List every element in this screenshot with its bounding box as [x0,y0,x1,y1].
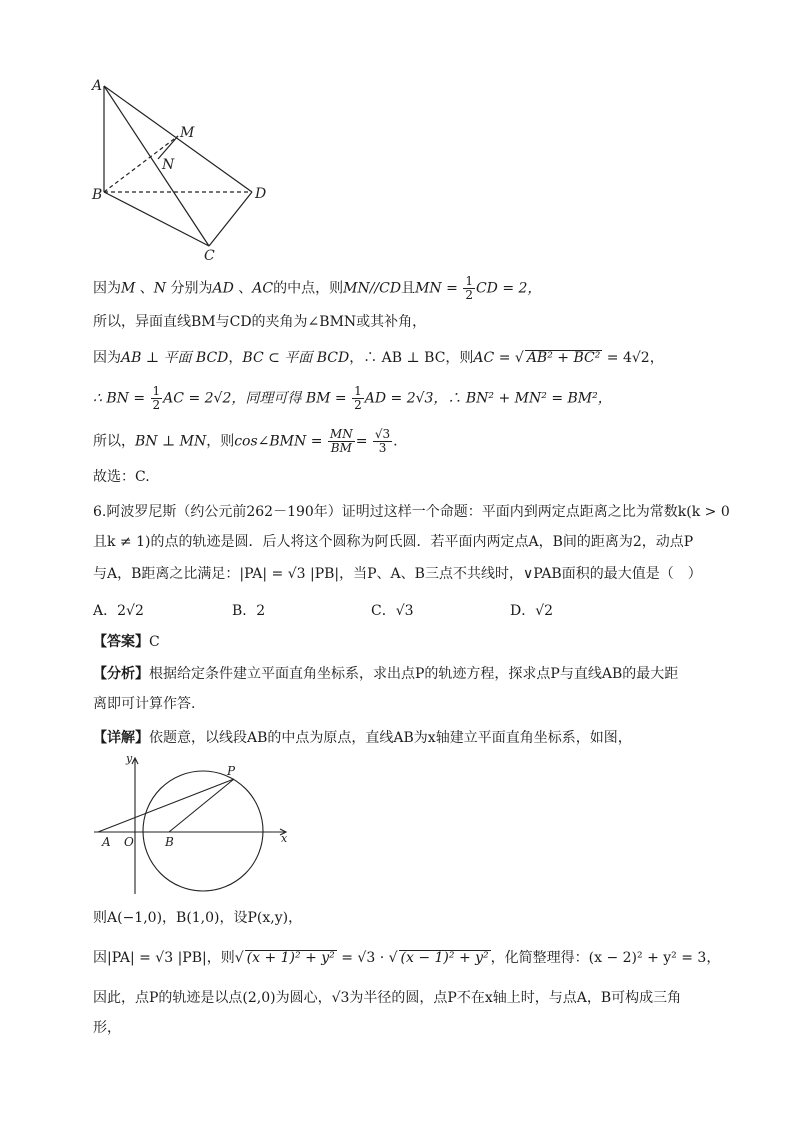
after-figure-line-3: 因此，点P的轨迹是以点(2,0)为圆心，√3为半径的圆，点P不在x轴上时，与点A，B可构成三角 [93,990,682,1006]
solution-line-1 [93,275,733,302]
solution-line-2: 所以，异面直线BM与CD的夹角为∠BMN或其补角， [93,314,427,330]
fraction-half: $\frac{1}{2}$ [354,384,362,412]
expr-BN: ∴ BN = [93,390,146,407]
option-B: B．2 [232,603,266,619]
expr-subset: BC ⊂ 平面 BCD [242,350,350,366]
answer-value: C [149,634,160,650]
fraction-MN-BM: $\frac{MN}{BM}$ [329,427,353,455]
text: = [355,433,368,450]
segment-MN [158,136,178,159]
detail-tag: 【详解】 [93,730,149,746]
text: 且 [401,280,416,297]
text: 所以， [93,433,135,450]
solution-line-5 [93,428,733,455]
expr-cos: cos∠BMN = [234,433,323,450]
expr-BM: BM = [305,390,347,407]
var-M: M [121,280,136,297]
fraction-half: $\frac{1}{2}$ [465,274,473,302]
label-D: D [255,186,267,202]
text: ，∴ AB ⊥ BC，则 [349,350,474,366]
edge-BC [104,192,209,246]
text: AC = 2√2，同理可得 [163,390,302,407]
analysis-text: 根据给定条件建立平面直角坐标系，求出点P的轨迹方程，探求点P与直线AB的最大距 [149,666,679,682]
answer-tag: 【答案】 [93,634,149,650]
label-N: N [162,157,175,173]
text: 因|PA| = √3 |PB|，则 [93,950,235,966]
segment-BP [169,779,234,832]
text: = √3 · [341,950,385,966]
edge-AC [104,86,209,246]
fraction-sqrt3-3: $\frac{√3}{3}$ [374,427,391,455]
q6-line-2: 且k ≠ 1)的点的轨迹是圆．后人将这个圆称为阿氏圆．若平面内两定点A，B间的距离为2，动点P [93,534,694,550]
text: ，则 [206,433,235,450]
edge-AD [104,86,252,192]
coordinate-figure [90,752,300,897]
answer-line [93,632,733,652]
analysis-tag: 【分析】 [93,666,149,682]
tetrahedron-figure [88,74,278,264]
expr-AC: AC = [473,350,511,366]
label-A: A [92,78,103,94]
label-A: A [102,835,111,849]
text: ，化简整理得：(x − 2)² + y² = 3， [490,950,721,966]
expr-MN: MN = [415,280,458,297]
var-N: N [153,280,167,297]
segment-AP [98,779,234,832]
axis-label-y: y [126,752,133,765]
q6-line-1: 6.阿波罗尼斯（约公元前262－190年）证明过这样一个命题：平面内到两定点距离之比为常数k(k > 0 [93,504,730,520]
q6-line-3: 与A，B距离之比满足：|PA| = √3 |PB|，当P、A、B三点不共线时，∨PAB面积的最大值是（ ） [93,566,702,582]
label-B: B [92,187,103,203]
expr-parallel: MN//CD [343,280,402,297]
text: ， [228,350,243,366]
solution-line-4 [93,385,733,412]
option-D: D．√2 [510,603,554,619]
analysis-line-2: 离即可计算作答. [93,696,196,712]
label-P: P [227,764,236,778]
after-figure-line-4: 形， [93,1020,121,1036]
after-figure-line-1: 则A(−1,0)，B(1,0)，设P(x,y)， [93,910,303,926]
text: = 4√2， [606,350,664,366]
label-C: C [204,248,215,264]
expr-perp: AB ⊥ 平面 BCD [121,350,229,366]
apollonius-circle [143,771,263,891]
detail-text: 依题意，以线段AB的中点为原点，直线AB为x轴建立平面直角坐标系，如图， [149,730,632,746]
text: 因为 [93,350,121,366]
label-M: M [180,125,195,141]
var-AC: AC [252,280,274,297]
var-AD: AD [212,280,234,297]
sqrt-expr-1: √ (x + 1)² + y² [234,950,335,966]
option-A: A．2√2 [93,603,144,619]
text: 、 [238,280,253,297]
text: 的中点，则 [273,280,344,297]
detail-line-1 [93,728,733,748]
label-B: B [165,835,174,849]
fraction-half: $\frac{1}{2}$ [152,384,161,412]
expr-perp: BN ⊥ MN [135,433,207,450]
analysis-line-1 [93,664,733,684]
text: AD = 2√3，∴ BN² + MN² = BM²， [364,390,612,407]
q6-options [93,601,733,621]
text: . [393,433,398,450]
sqrt-expr-2: √ (x − 1)² + y² [388,950,489,966]
option-C: C．√3 [371,603,414,619]
sqrt-expr: √ AB² + BC² [514,350,601,366]
text: 、 [139,280,154,297]
axis-label-x: x [281,832,288,845]
edge-CD [209,192,252,246]
solution-line-3 [93,348,733,368]
solution-line-6: 故选：C. [93,469,150,485]
label-O: O [124,835,134,849]
after-figure-line-2 [93,948,733,968]
expr-CD: CD = 2， [475,280,542,297]
text: 因为 [93,280,121,297]
text: 分别为 [170,280,213,297]
